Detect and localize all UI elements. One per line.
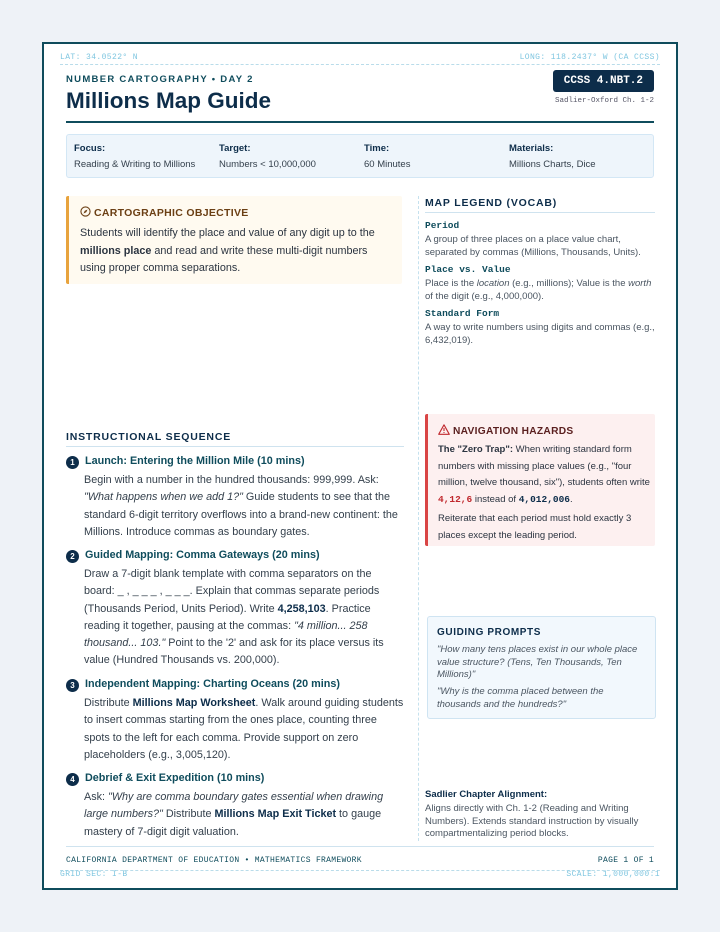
lesson-info-bar (66, 134, 654, 178)
info-target (219, 143, 316, 170)
info-value: Millions Charts, Dice (509, 159, 596, 170)
wrong-example: 4,12,6 (438, 493, 473, 505)
prompt-question: "Why is the comma placed between the thousands and the hundreds?" (437, 686, 604, 710)
objective-text-part: Students will identify the place and value of any digit up to the (80, 227, 375, 239)
hazard-heading-text: NAVIGATION HAZARDS (453, 426, 574, 437)
step-text: Draw a 7-digit blank template with comma separators on the board: _ , _ _ _ , _ _ _. Explain that commas separate periods (Thousands Period, Units Period). Write (84, 568, 380, 615)
coord-bottom-left: GRID SEC: I-B (60, 870, 128, 879)
step-text: Point to the '2' and ask for its place versus its value (Hundred Thousands vs. 200,000). (84, 637, 384, 667)
footer-divider (66, 846, 654, 847)
sequence-heading: INSTRUCTIONAL SEQUENCE (66, 431, 231, 443)
correct-example: 4,012,006 (518, 493, 571, 505)
page-title: Millions Map Guide (66, 88, 272, 113)
step-text: to gauge mastery of 7-digit digit valuation. (84, 808, 382, 838)
top-grid-line (60, 64, 660, 65)
step-text: Distribute (84, 697, 133, 709)
hazard-paragraph (438, 442, 650, 508)
step-text: . Walk around guiding students to insert commas starting from the ones place, counting three spots to the left for each comma. Provide support on zero placeholders (e.g., 3,005,120). (84, 697, 404, 761)
legend-term: Place vs. Value (425, 264, 511, 275)
info-value: Numbers < 10,000,000 (219, 159, 316, 170)
step-quote: "4 million... 258 thousand... 103." (84, 619, 368, 650)
legend-definition: A group of three places on a place value chart, separated by commas (Millions, Thousands, Units). (425, 234, 641, 258)
hazard-text-part: . (570, 493, 573, 505)
worksheet-page (42, 42, 678, 890)
legend-def-part: of the digit (e.g., 4,000,000). (425, 290, 544, 302)
legend-def-em: location (476, 278, 510, 289)
step-number: 2 (66, 550, 79, 563)
page-number: PAGE 1 OF 1 (597, 856, 654, 865)
legend-def-em: worth (628, 278, 652, 289)
title-divider (66, 121, 654, 123)
lesson-eyebrow: NUMBER CARTOGRAPHY • DAY 2 (66, 74, 254, 85)
legend-definition: A way to write numbers using digits and commas (e.g., 6,432,019). (425, 322, 655, 346)
hazard-text-part: When writing standard form numbers with missing place values (e.g., "four million, twelve thousand, six"), students often write (438, 444, 650, 488)
hazard-paragraph-2: Reiterate that each period must hold exactly 3 places except the leading period. (438, 513, 632, 541)
legend-def-part: (e.g., millions); Value is the (509, 278, 629, 289)
info-focus (74, 143, 195, 170)
step-text: . Practice reading it together, pausing at the commas: (84, 602, 371, 632)
step-text: Ask: (84, 791, 108, 803)
guiding-prompts-box (427, 616, 656, 719)
legend-definition (425, 278, 655, 303)
compass-icon (80, 206, 91, 217)
coord-top-right: LONG: 118.2437° W (CA CCSS) (519, 53, 660, 62)
info-materials (509, 143, 596, 170)
step-bold: Millions Map Exit Ticket (214, 808, 337, 821)
step-quote: "Why are comma boundary gates essential when drawing large numbers?" (84, 791, 384, 821)
objective-heading-text: CARTOGRAPHIC OBJECTIVE (94, 207, 249, 219)
objective-heading (80, 206, 249, 219)
step-bold: 4,258,103 (277, 602, 326, 615)
column-divider (418, 196, 419, 841)
legend-divider (425, 212, 655, 213)
legend-heading: MAP LEGEND (VOCAB) (425, 197, 558, 209)
step-bold: Millions Map Worksheet (132, 697, 256, 709)
step-text: Begin with a number in the hundred thousands: 999,999. Ask: (84, 474, 379, 486)
prompts-heading: GUIDING PROMPTS (437, 627, 542, 638)
step-title: Launch: Entering the Million Mile (10 mins) (85, 455, 305, 467)
step-text: Distribute (162, 808, 215, 821)
sequence-divider (66, 446, 404, 447)
warning-triangle-icon (438, 424, 450, 435)
coord-bottom-right: SCALE: 1,000,000:1 (566, 870, 660, 879)
legend-def-part: Place is the (425, 278, 477, 289)
info-time (364, 143, 410, 170)
prompt-question: "How many tens places exist in our whole place value structure? (Tens, Ten Thousands, Ten Millions)" (437, 644, 638, 680)
objective-text-part: and read and write these multi-digit numbers using proper comma separations. (80, 244, 368, 274)
objective-text-bold: millions place (80, 244, 152, 257)
info-label: Focus: (74, 143, 106, 154)
standard-badge: CCSS 4.NBT.2 (553, 70, 654, 92)
step-quote: "What happens when we add 1?" (84, 491, 243, 504)
legend-item (425, 264, 655, 303)
textbook-reference: Sadlier-Oxford Ch. 1-2 (554, 97, 654, 105)
step-number: 1 (66, 456, 79, 469)
alignment-heading: Sadlier Chapter Alignment: (425, 789, 548, 800)
step-body (84, 566, 404, 670)
info-label: Target: (219, 143, 251, 154)
alignment-text: Aligns directly with Ch. 1-2 (Reading and Writing Numbers). Extends standard instruction by visually compartmentalizing period blocks. (425, 803, 639, 839)
step-body (84, 695, 404, 764)
info-value: 60 Minutes (364, 159, 411, 170)
step-body (84, 789, 404, 841)
info-value: Reading & Writing to Millions (74, 159, 196, 170)
step-title: Debrief & Exit Expedition (10 mins) (85, 772, 265, 784)
objective-text (80, 225, 396, 278)
hazard-box (425, 414, 655, 546)
info-label: Time: (364, 143, 390, 154)
objective-box (66, 196, 402, 284)
coord-top-left: LAT: 34.0522° N (60, 53, 139, 62)
legend-term: Period (425, 220, 460, 231)
step-number: 4 (66, 773, 79, 786)
legend-term: Standard Form (425, 308, 500, 319)
legend-item (425, 220, 655, 259)
legend-item (425, 308, 655, 347)
hazard-text-part: instead of (472, 493, 519, 505)
hazard-bold: The "Zero Trap": (438, 444, 513, 455)
step-title: Guided Mapping: Comma Gateways (20 mins) (85, 549, 320, 561)
step-body (84, 472, 404, 541)
hazard-text (438, 442, 650, 544)
chapter-alignment (425, 789, 657, 841)
info-label: Materials: (509, 143, 554, 154)
footer-department: CALIFORNIA DEPARTMENT OF EDUCATION • MATHEMATICS FRAMEWORK (66, 856, 362, 865)
step-text: Guide students to see that the standard 6-digit territory overflows into a brand-new continent: the Millions. Introduce commas as boundary gates. (84, 491, 398, 538)
hazard-heading (438, 424, 573, 437)
step-number: 3 (66, 679, 79, 692)
step-title: Independent Mapping: Charting Oceans (20 mins) (85, 678, 340, 690)
